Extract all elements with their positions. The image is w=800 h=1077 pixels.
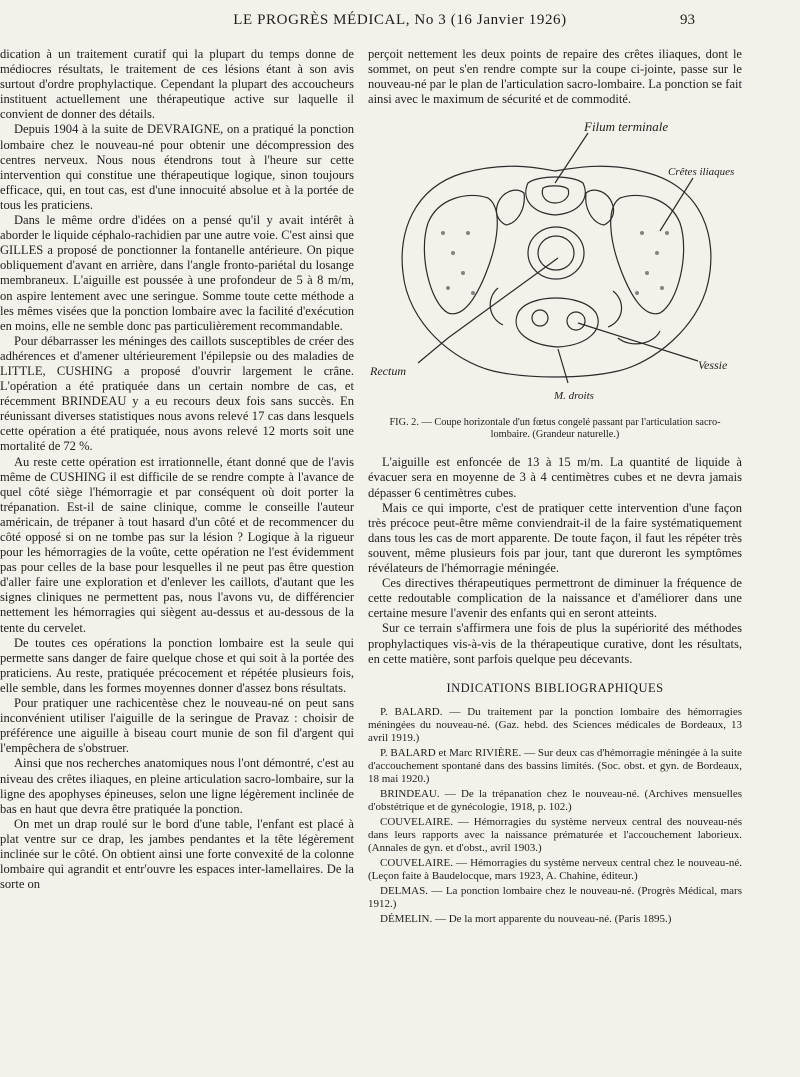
reference-item: COUVELAIRE. — Hémorragies du système nerveux central des nouveau-nés dans leurs rapports avec la naissance prématurée et l'accouchement laborieux. (Annales de gyn. et d'obst., avril 1903.) <box>368 815 742 854</box>
reference-item: DÉMELIN. — De la mort apparente du nouveau-né. (Paris 1895.) <box>380 912 672 925</box>
label-vessie: Vessie <box>698 358 728 373</box>
reference-item: P. BALARD. — Du traitement par la ponction lombaire des hémorragies méningées du nouveau-né. (Gaz. hebd. des Sciences médicales de Bordeaux, 13 avril 1919.) <box>368 705 742 744</box>
anatomical-figure <box>368 113 742 441</box>
journal-title: LE PROGRÈS MÉDICAL, No 3 (16 Janvier 1926) <box>233 12 567 28</box>
cross-section-drawing <box>368 113 742 413</box>
label-cretes: Crêtes iliaques <box>668 166 735 179</box>
reference-item: P. BALARD et Marc RIVIÈRE. — Sur deux cas d'hémorragie méningée à la suite d'accouchement spontané dans des bassins limités. (Soc. obst. et gyn. de Bordeaux, 18 mai 1920.) <box>368 746 742 785</box>
paragraph: Pour débarrasser les méninges des caillots susceptibles de créer des adhérences et d'amener ultérieurement l'épilepsie ou des maladies de LITTLE, CUSHING a proposé d'ouvrir largement le crâne. L'opération a été pratiquée dans un certain nombre de cas, et récemment BRINDEAU y a eu recours deux fois sans succès. En réunissant diverses statistiques nous avons relevé 17 cas dans lesquels cette opération a été pratiquée, nous avons relevé 12 morts soit une mortalité de 72 %. <box>0 333 354 454</box>
paragraph: Au reste cette opération est irrationnelle, étant donné que de l'avis même de CUSHING il est difficile de se rendre compte à l'avance de quel côté siège l'hémorragie et par conséquent où doit porter la trépanation. Est-il de saine clinique, comme le conseille l'auteur américain, de trépaner à tout hasard d'un côté et de recommencer du côté opposé si on ne tombe pas sur la lésion ? Logique à la rigueur pour les hémorragies de la voûte, cette opération ne l'est évidemment pas pour celles de la base pour lesquelles il ne peut pas être question d'aller faire une exploration et d'enlever les caillots, d'autant que les signes cliniques ne permettent pas, nous l'avons vu, de différencier nettement les hémorragies qui siègent au-dessus et au-dessous de la tente du cervelet. <box>0 454 354 635</box>
right-column <box>368 47 742 928</box>
paragraph: Dans le même ordre d'idées on a pensé qu'il y avait intérêt à aborder le liquide céphalo-rachidien par une autre voie. C'est ainsi que GILLES a proposé de ponctionner la fontanelle antérieure. On pique obliquement d'avant en arrière, dans l'angle fronto-pariétal du losange membraneux. L'aiguille est poussée à une profondeur de 5 à 8 m/m, on aspire lentement avec une seringue. Somme toute cette méthode a les mêmes visées que la ponction lombaire avec la facilité d'exécution en moins, elle ne semble donc pas particulièrement recommandable. <box>0 213 354 333</box>
paragraph: perçoit nettement les deux points de repaire des crêtes iliaques, dont le sommet, on peut s'en rendre compte sur la coupe ci-jointe, passe sur le nouveau-né par le plan de l'articulation sacro-lombaire. La ponction se fait ainsi avec le maximum de sécurité et de commodité. <box>368 47 742 107</box>
paragraph: dication à un traitement curatif qui la plupart du temps donne de médiocres résultats, le traitement de ces lésions étant à son avis surtout d'ordre prophylactique. Cependant la plupart des accoucheurs instituent actuellement une thérapeutique active sur laquelle il convient de donner des détails. <box>0 47 354 122</box>
paragraph: On met un drap roulé sur le bord d'une table, l'enfant est placé à plat ventre sur ce drap, les jambes pendantes et la tête légèrement inclinée sur le côté. On obtient ainsi une forte convexité de la colonne lombaire qui agrandit et entr'ouvre les espaces inter-lamellaires. De la sorte on <box>0 816 354 892</box>
paragraph: L'aiguille est enfoncée de 13 à 15 m/m. La quantité de liquide à évacuer sera en moyenne de 3 à 4 centimètres cubes et ne devra jamais dépasser 6 centimètres cubes. <box>368 455 742 500</box>
reference-item: BRINDEAU. — De la trépanation chez le nouveau-né. (Archives mensuelles d'obstétrique et de gynécologie, 1918, p. 102.) <box>368 787 742 813</box>
paragraph: De toutes ces opérations la ponction lombaire est la seule qui permette sans danger de faire quelque chose et qui soit à la portée des praticiens. Au reste, pratiquée précocement et répétée plusieurs fois, elle semble, dans les formes moyennes donner d'assez bons résultats. <box>0 635 354 695</box>
label-filum: Filum terminale <box>584 119 669 135</box>
paragraph: Pour pratiquer une rachicentèse chez le nouveau-né on peut sans inconvénient utiliser l'aiguille de la seringue de Pravaz : choisir de préférence une aiguille à biseau court munie de son fil d'argent qui l'empêchera de s'obstruer. <box>0 696 354 756</box>
page-header <box>0 12 800 36</box>
label-m-droits: M. droits <box>554 390 594 403</box>
paragraph: Ainsi que nos recherches anatomiques nous l'ont démontré, c'est au niveau des crêtes iliaques, en pleine articulation sacro-lombaire, sur la ligne des apophyses épineuses, selon une ligne légèrement inclinée de bas en haut que devra être pratiquée la ponction. <box>0 756 354 816</box>
label-rectum: Rectum <box>370 364 406 379</box>
paragraph: Ces directives thérapeutiques permettront de diminuer la fréquence de cette redoutable complication de la naissance et d'améliorer dans une certaine mesure l'avenir des enfants qui en seront atteints. <box>368 576 742 621</box>
paragraph: Depuis 1904 à la suite de DEVRAIGNE, on a pratiqué la ponction lombaire chez le nouveau-né pour obtenir une décompression des centres nerveux. Nous nous étendrons tout à l'heure sur cette intervention qui constitue une thérapeutique logique, sinon toujours efficace, qui, en tout cas, est d'une innocuité absolue et à la portée de tous les praticiens. <box>0 122 354 212</box>
reference-item: COUVELAIRE. — Hémorragies du système nerveux central chez le nouveau-né. (Leçon faite à Baudelocque, mars 1923, A. Chahine, éditeur.) <box>368 856 742 882</box>
figure-caption: FIG. 2. — Coupe horizontale d'un fœtus congelé passant par l'articulation sacro-lombaire. (Grandeur naturelle.) <box>389 417 721 441</box>
left-column <box>0 47 354 892</box>
page-number: 93 <box>680 12 695 28</box>
reference-item: DELMAS. — La ponction lombaire chez le nouveau-né. (Progrès Médical, mars 1912.) <box>368 884 742 910</box>
paragraph: Sur ce terrain s'affirmera une fois de plus la supériorité des méthodes prophylactiques vis-à-vis de la thérapeutique curative, dont les résultats, en cette matière, sont parfois quelque peu décevants. <box>368 621 742 666</box>
references-heading: INDICATIONS BIBLIOGRAPHIQUES <box>446 680 664 695</box>
paragraph: Mais ce qui importe, c'est de pratiquer cette intervention d'une façon très précoce peut-être même conviendrait-il de la faire systématiquement dans tous les cas de mort apparente. De toute façon, il faut les répéter très souvent, même plusieurs fois par jour, tant que dureront les symptômes révélateurs de l'hémorragie méningée. <box>368 500 742 576</box>
